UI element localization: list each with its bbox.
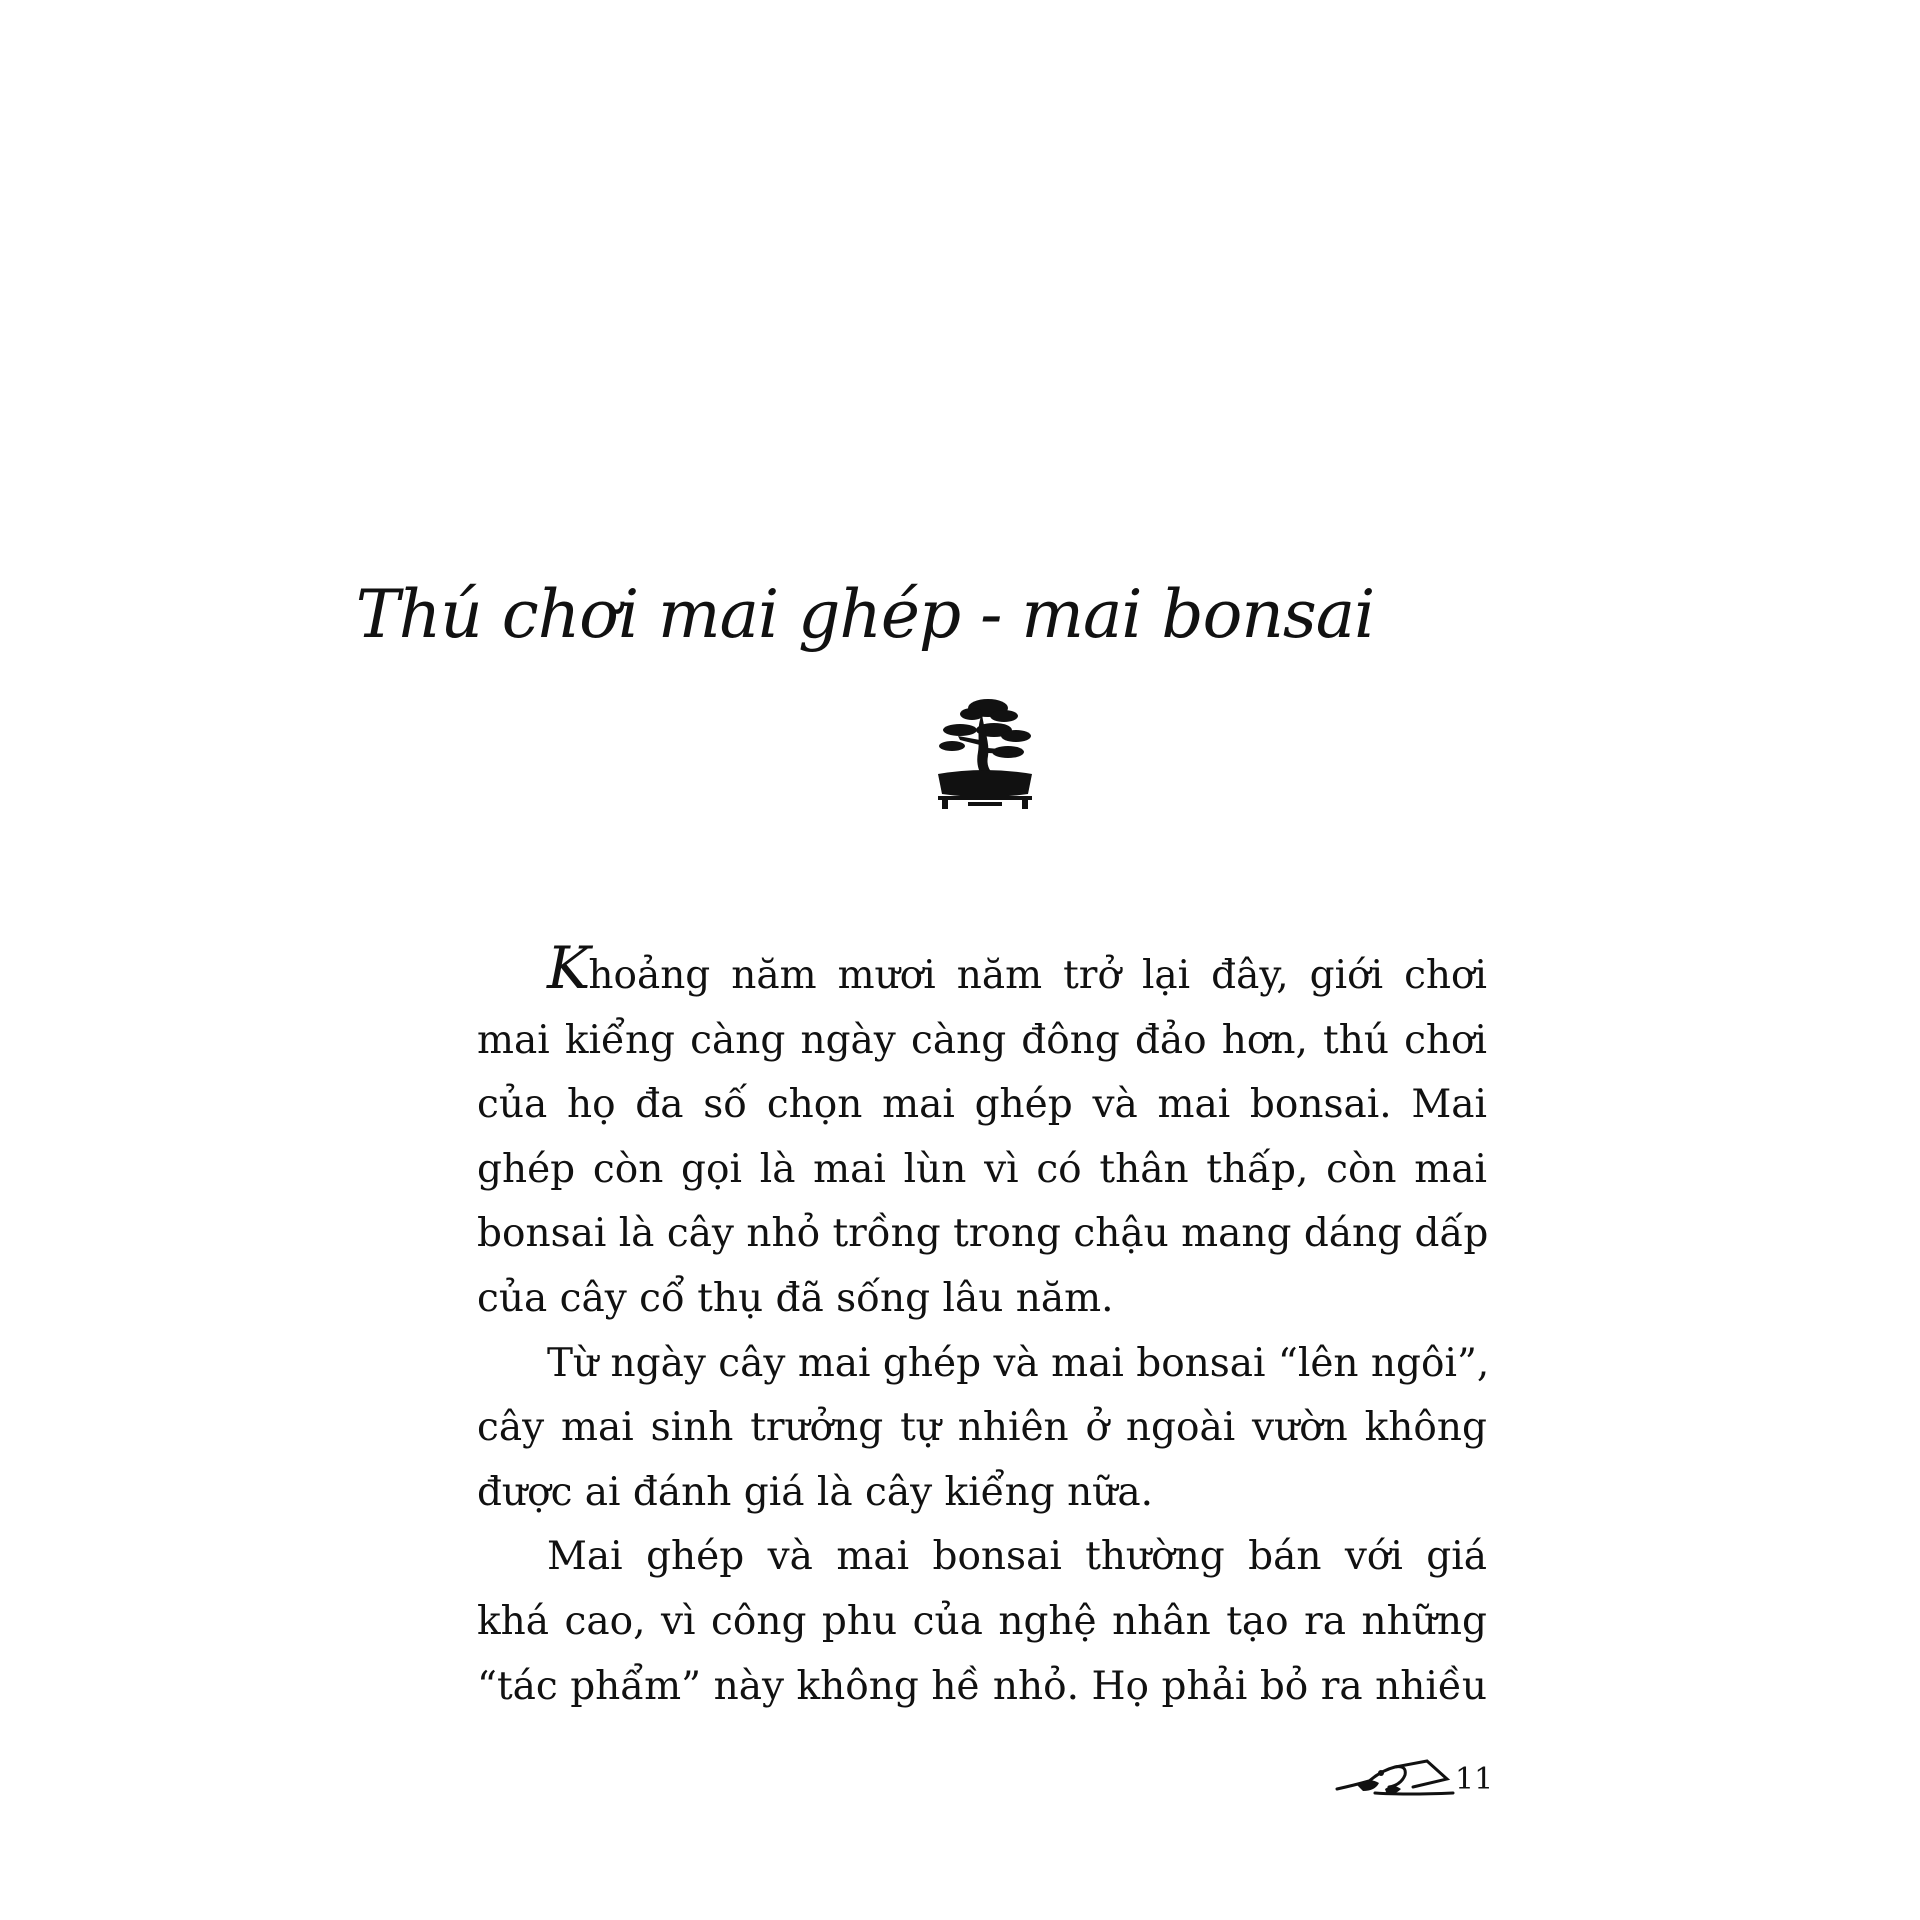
body-text [477, 934, 1490, 1719]
paragraph-line: ghép còn gọi là mai lùn vì có thân thấp, còn mai [477, 1146, 1487, 1192]
chapter-title: Thú chơi mai ghép - mai bonsai [355, 576, 1375, 653]
paragraph-line: của cây cổ thụ đã sống lâu năm. [477, 1275, 1114, 1321]
paragraph-line: được ai đánh giá là cây kiểng nữa. [477, 1469, 1153, 1515]
paragraph-line: khá cao, vì công phu của nghệ nhân tạo ra những [477, 1598, 1487, 1644]
bonsai-tree-icon [930, 690, 1040, 815]
paragraph-line: mai kiểng càng ngày càng đông đảo hơn, thú chơi [477, 1017, 1487, 1063]
paragraph-line: của họ đa số chọn mai ghép và mai bonsai. Mai [477, 1082, 1487, 1128]
page-number: 11 [1455, 1762, 1494, 1797]
drop-cap: K [547, 934, 589, 1002]
paragraph-line: Khoảng năm mươi năm trở lại đây, giới chơi [547, 934, 1487, 1002]
paragraph-line: cây mai sinh trưởng tự nhiên ở ngoài vườn không [477, 1405, 1487, 1451]
paragraph-line: Từ ngày cây mai ghép và mai bonsai “lên ngôi”, [547, 1340, 1490, 1386]
paragraph-line: “tác phẩm” này không hề nhỏ. Họ phải bỏ ra nhiều [477, 1663, 1487, 1709]
paragraph-line: Mai ghép và mai bonsai thường bán với giá [547, 1534, 1487, 1580]
paragraph-line: bonsai là cây nhỏ trồng trong chậu mang dáng dấp [477, 1211, 1489, 1257]
pen-flourish-icon [1335, 1755, 1455, 1801]
